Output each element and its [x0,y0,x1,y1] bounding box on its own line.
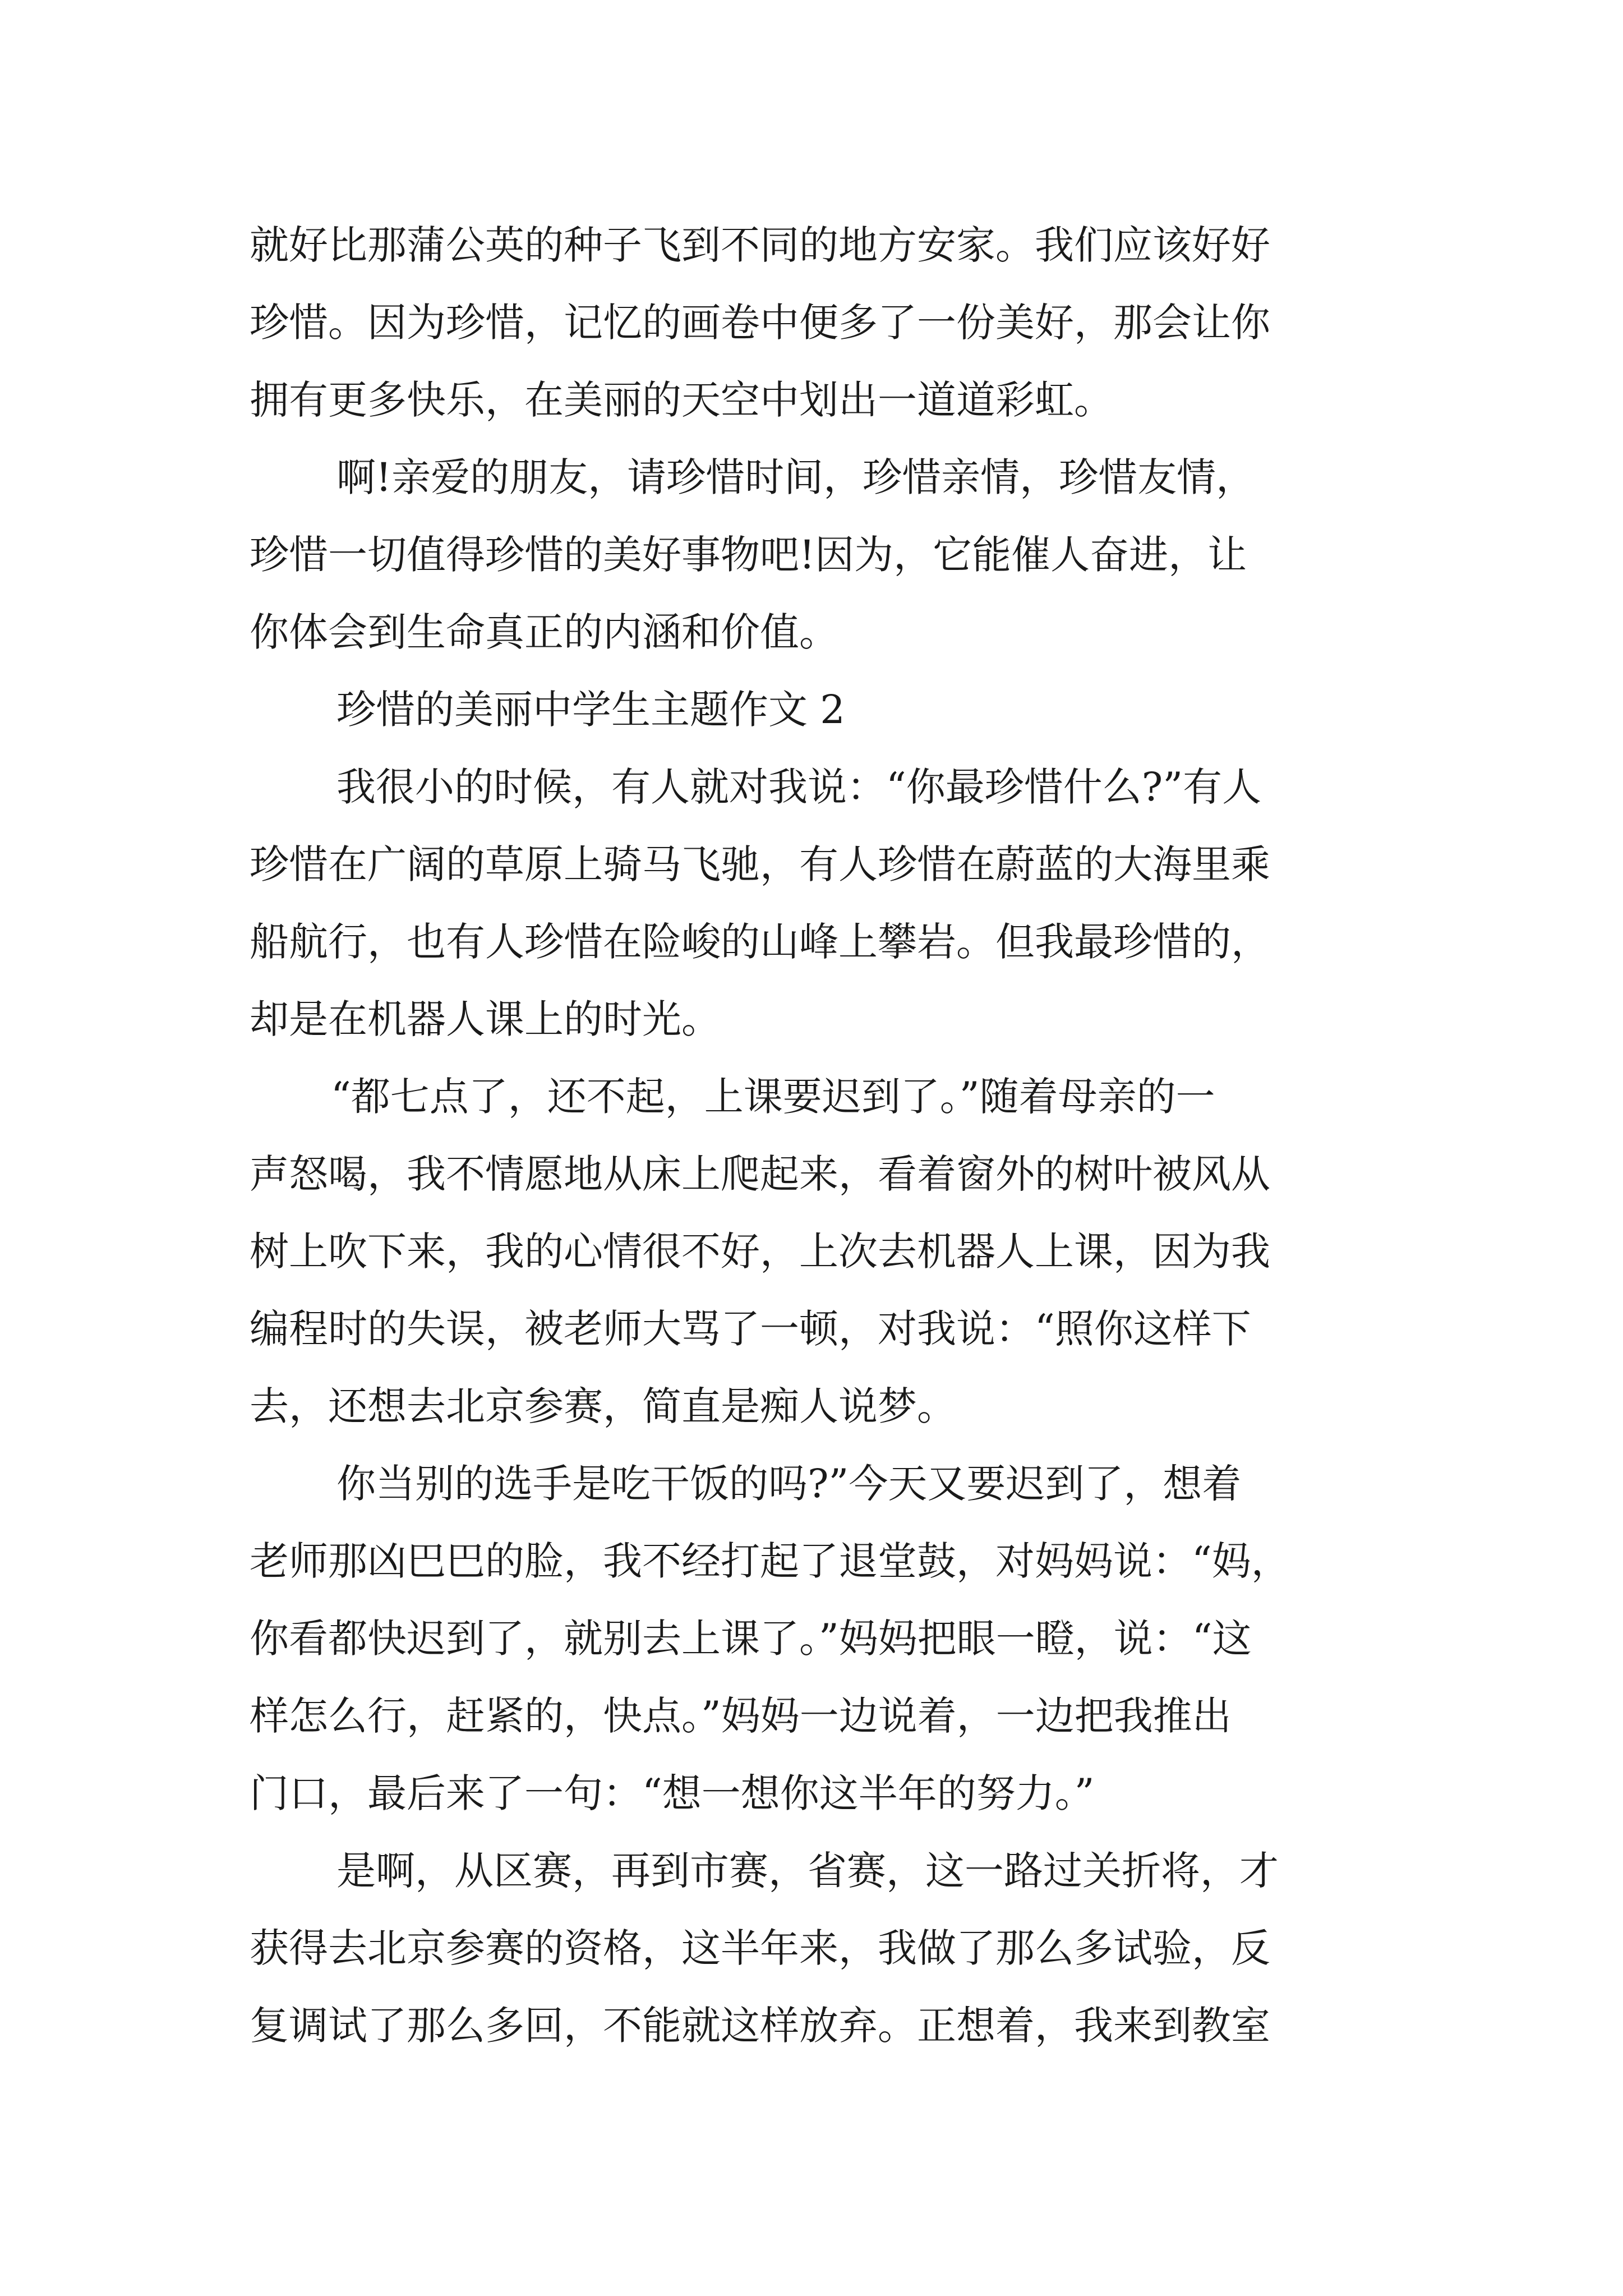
text-line: 就好比那蒲公英的种子飞到不同的地方安家。我们应该好好 [250,222,1270,268]
text-line: 树上吹下来，我的心情很不好，上次去机器人上课，因为我 [250,1228,1270,1274]
text-line: 船航行，也有人珍惜在险峻的山峰上攀岩。但我最珍惜的， [250,919,1270,965]
text-line: 去，还想去北京参赛，简直是痴人说梦。 [250,1383,956,1429]
text-line: 样怎么行，赶紧的，快点。”妈妈一边说着，一边把我推出 [250,1693,1232,1739]
text-line: 拥有更多快乐，在美丽的天空中划出一道道彩虹。 [250,377,1113,423]
paragraph-first-line: 你当别的选手是吃干饭的吗?”今天又要迟到了，想着 [336,1461,1242,1507]
text-line: 编程时的失误，被老师大骂了一顿，对我说：“照你这样下 [250,1306,1251,1352]
paragraph-first-line: 是啊，从区赛，再到市赛，省赛，这一路过关折将，才 [336,1848,1279,1894]
paragraph-first-line: 啊!亲爱的朋友，请珍惜时间，珍惜亲情，珍惜友情， [336,454,1256,500]
text-line: 珍惜在广阔的草原上骑马飞驰，有人珍惜在蔚蓝的大海里乘 [250,841,1270,887]
text-line: 复调试了那么多回，不能就这样放弃。正想着，我来到教室 [250,2003,1270,2049]
text-line: 珍惜。因为珍惜，记忆的画卷中便多了一份美好，那会让你 [250,300,1270,346]
text-line: 却是在机器人课上的时光。 [250,996,721,1042]
text-line: 声怒喝，我不情愿地从床上爬起来，看着窗外的树叶被风从 [250,1151,1270,1197]
section-heading: 珍惜的美丽中学生主题作文 2 [336,687,845,733]
text-line: 获得去北京参赛的资格，这半年来，我做了那么多试验，反 [250,1925,1270,1971]
text-line: 珍惜一切值得珍惜的美好事物吧!因为，它能催人奋进，让 [250,532,1247,578]
paragraph-first-line: “都七点了，还不起，上课要迟到了。”随着母亲的一 [331,1074,1215,1120]
text-line: 老师那凶巴巴的脸，我不经打起了退堂鼓，对妈妈说：“妈， [250,1538,1290,1584]
text-line: 你看都快迟到了，就别去上课了。”妈妈把眼一瞪，说：“这 [250,1616,1252,1662]
text-line: 你体会到生命真正的内涵和价值。 [250,609,838,655]
paragraph-first-line: 我很小的时候，有人就对我说：“你最珍惜什么?”有人 [336,764,1262,810]
text-line: 门口，最后来了一句：“想一想你这半年的努力。” [250,1770,1095,1816]
